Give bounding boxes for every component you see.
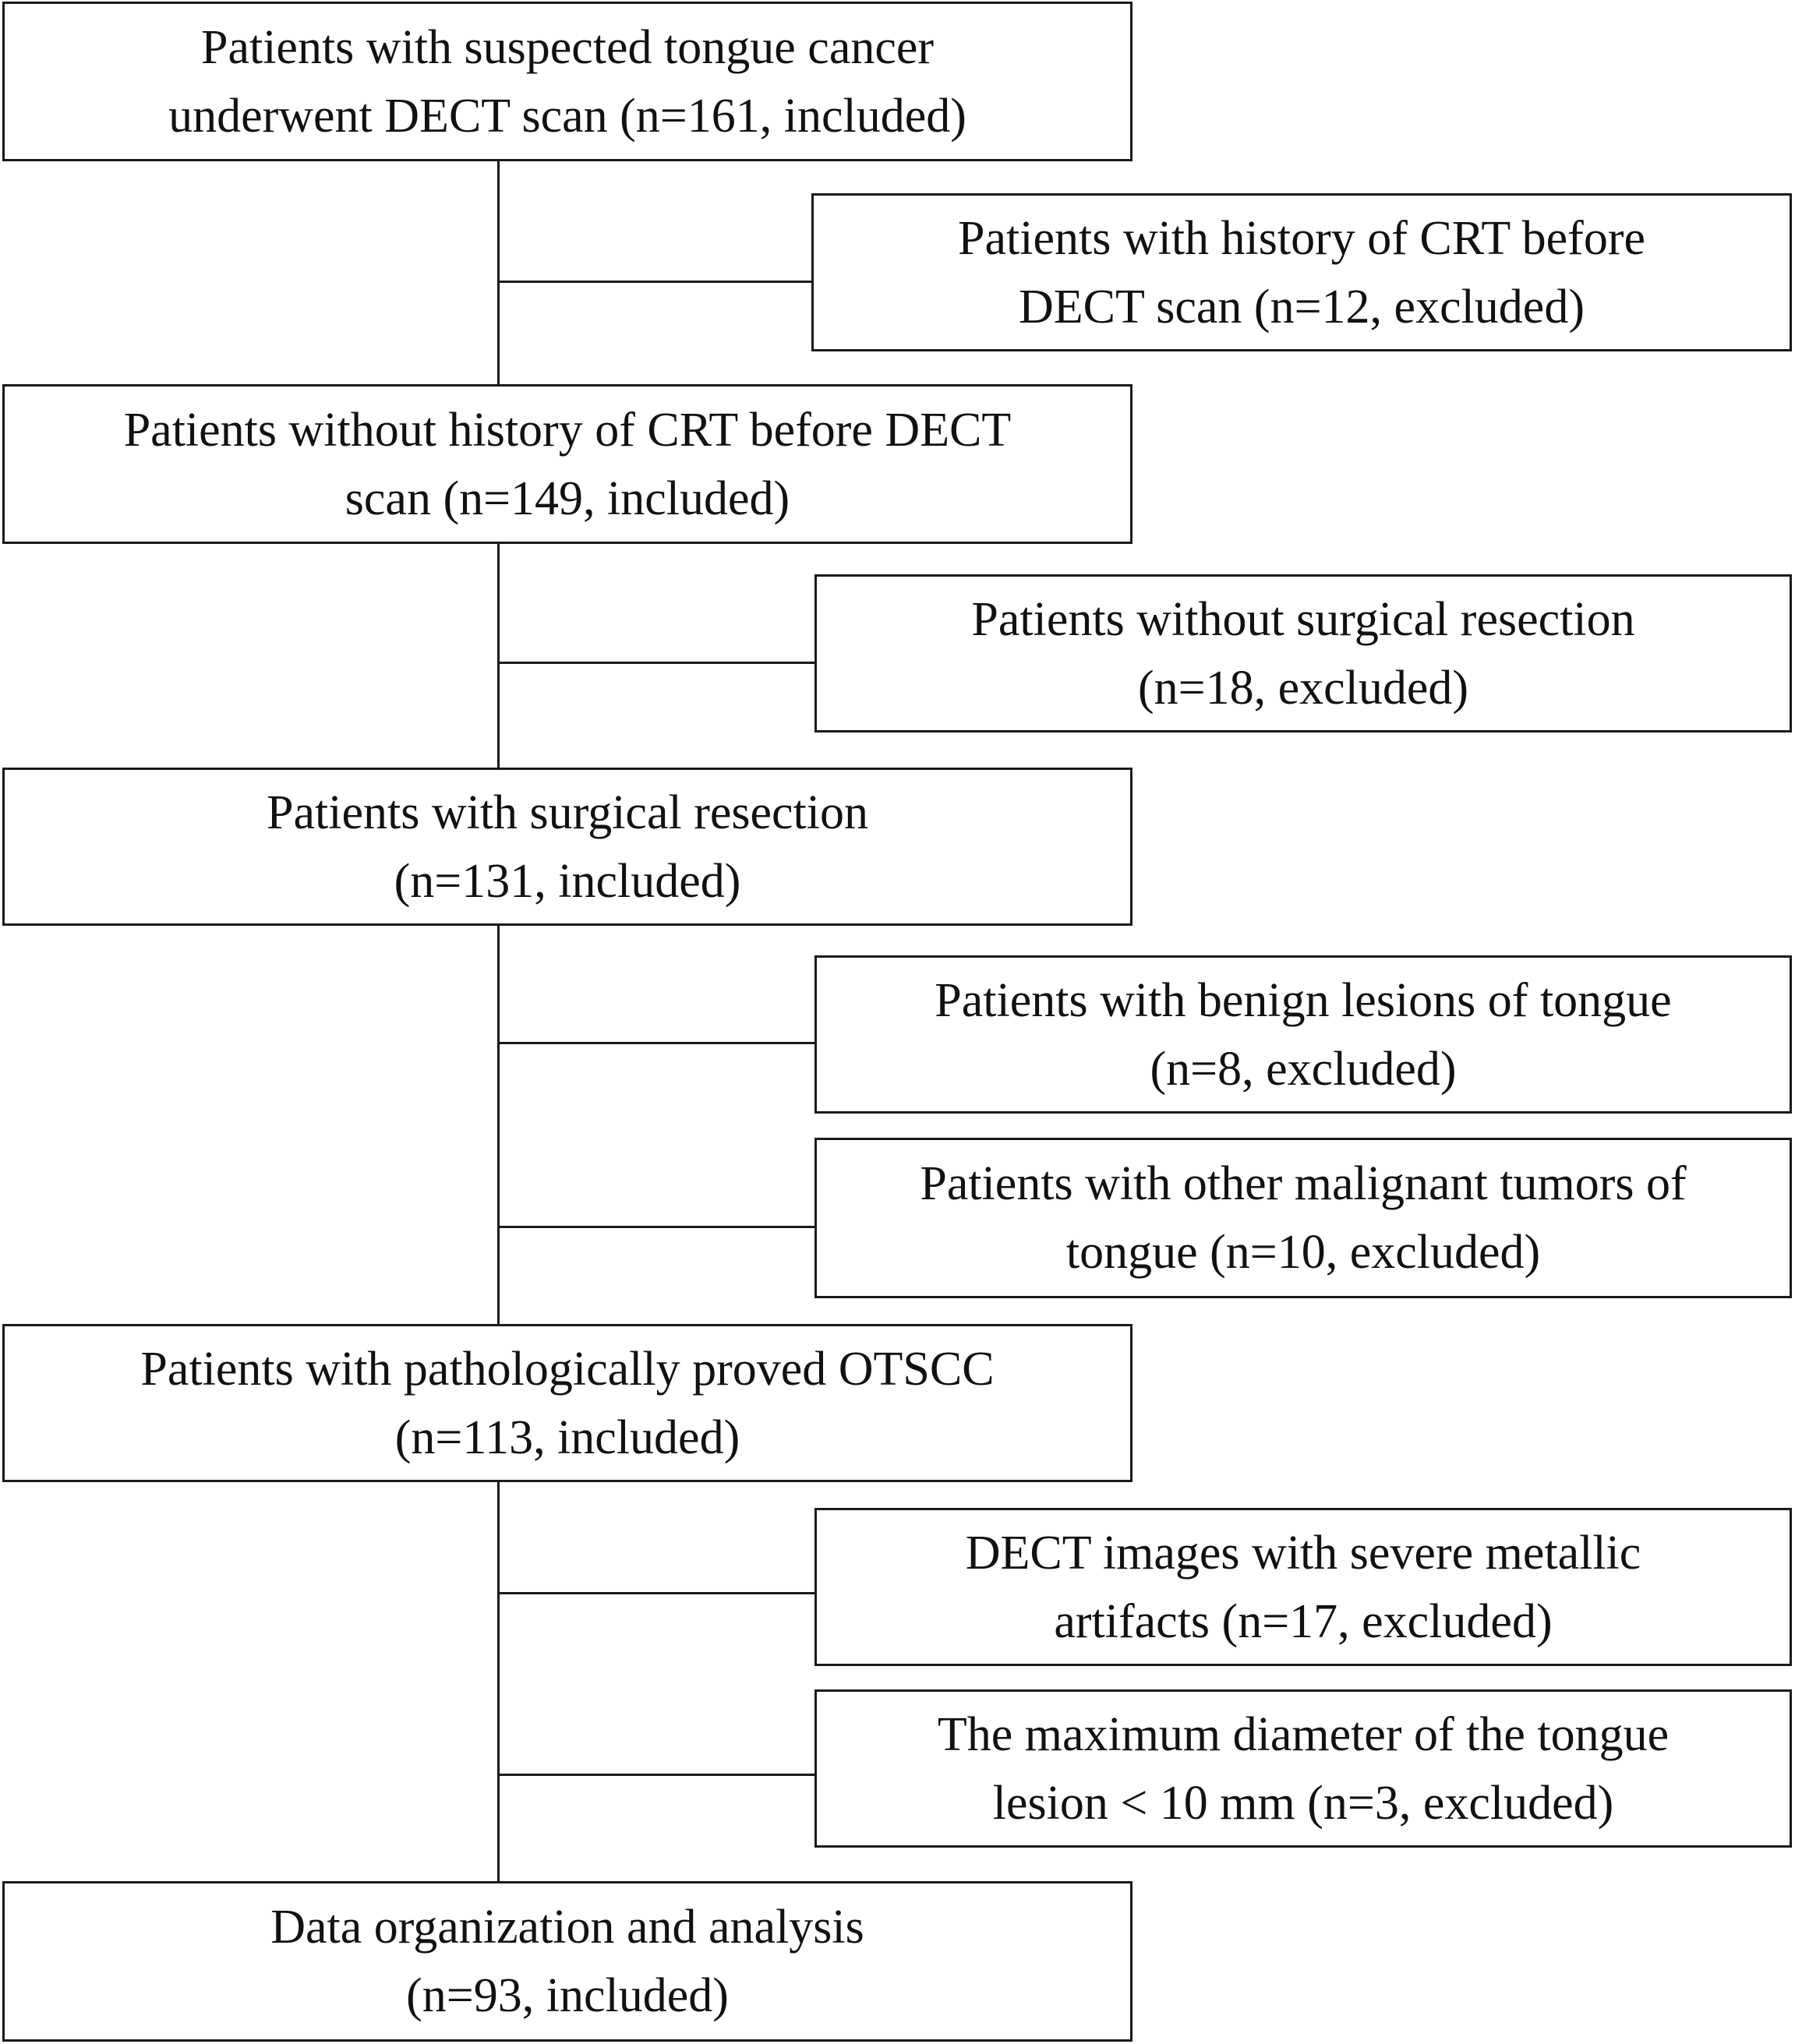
spine-connector-3	[497, 926, 500, 1324]
box-text-line-1: The maximum diameter of the tongue	[937, 1707, 1670, 1761]
spine-connector-1	[497, 161, 500, 384]
spine-connector-2	[497, 544, 500, 768]
box-text-line-2: scan (n=149, included)	[345, 471, 790, 525]
box-text-line-2: (n=8, excluded)	[1150, 1042, 1457, 1096]
box-text-line-1: Patients with surgical resection	[267, 785, 868, 839]
box-text-line-1: Patients with other malignant tumors of	[920, 1157, 1687, 1210]
box-text-line-1: Patients without surgical resection	[971, 592, 1635, 646]
box-text-line-1: Patients without history of CRT before DECT	[123, 403, 1012, 457]
excluded-box-other-malignant-tumors	[814, 1138, 1792, 1298]
box-text-line-1: Patients with benign lesions of tongue	[935, 973, 1672, 1027]
included-box-data-analysis	[2, 1881, 1132, 2042]
branch-connector-benign	[497, 1042, 814, 1044]
excluded-box-small-lesion	[814, 1689, 1792, 1848]
excluded-box-crt-history	[811, 193, 1792, 351]
box-text-line-2: lesion < 10 mm (n=3, excluded)	[992, 1776, 1614, 1830]
box-text-line-2: (n=18, excluded)	[1137, 661, 1469, 715]
box-text-line-2: underwent DECT scan (n=161, included)	[168, 89, 966, 143]
included-box-no-crt-history	[2, 384, 1132, 544]
box-text-line-2: DECT scan (n=12, excluded)	[1019, 280, 1585, 334]
branch-connector-other-malignant	[497, 1226, 814, 1228]
box-text-line-2: (n=113, included)	[394, 1410, 740, 1464]
box-text-line-1: Patients with pathologically proved OTSCC	[140, 1342, 995, 1396]
box-text-line-1: Data organization and analysis	[270, 1901, 864, 1954]
included-box-otscc	[2, 1324, 1132, 1482]
included-box-suspected-tongue-cancer	[2, 2, 1132, 161]
branch-connector-metallic-artifacts	[497, 1592, 814, 1594]
box-text-line-1: DECT images with severe metallic	[965, 1526, 1641, 1580]
box-text-line-1: Patients with history of CRT before	[958, 211, 1645, 265]
box-text-line-1: Patients with suspected tongue cancer	[200, 20, 935, 74]
branch-connector-no-surgery	[497, 662, 814, 664]
box-text-line-2: (n=131, included)	[394, 854, 741, 908]
included-box-surgical-resection	[2, 768, 1132, 926]
box-text-line-2: (n=93, included)	[406, 1969, 729, 2022]
spine-connector-4	[497, 1482, 500, 1881]
branch-connector-small-lesion	[497, 1774, 814, 1776]
branch-connector-crt	[497, 281, 811, 283]
box-text-line-2: artifacts (n=17, excluded)	[1054, 1594, 1553, 1648]
excluded-box-no-surgical-resection	[814, 574, 1792, 733]
box-text-line-2: tongue (n=10, excluded)	[1065, 1226, 1541, 1279]
excluded-box-metallic-artifacts	[814, 1508, 1792, 1666]
excluded-box-benign-lesions	[814, 955, 1792, 1114]
